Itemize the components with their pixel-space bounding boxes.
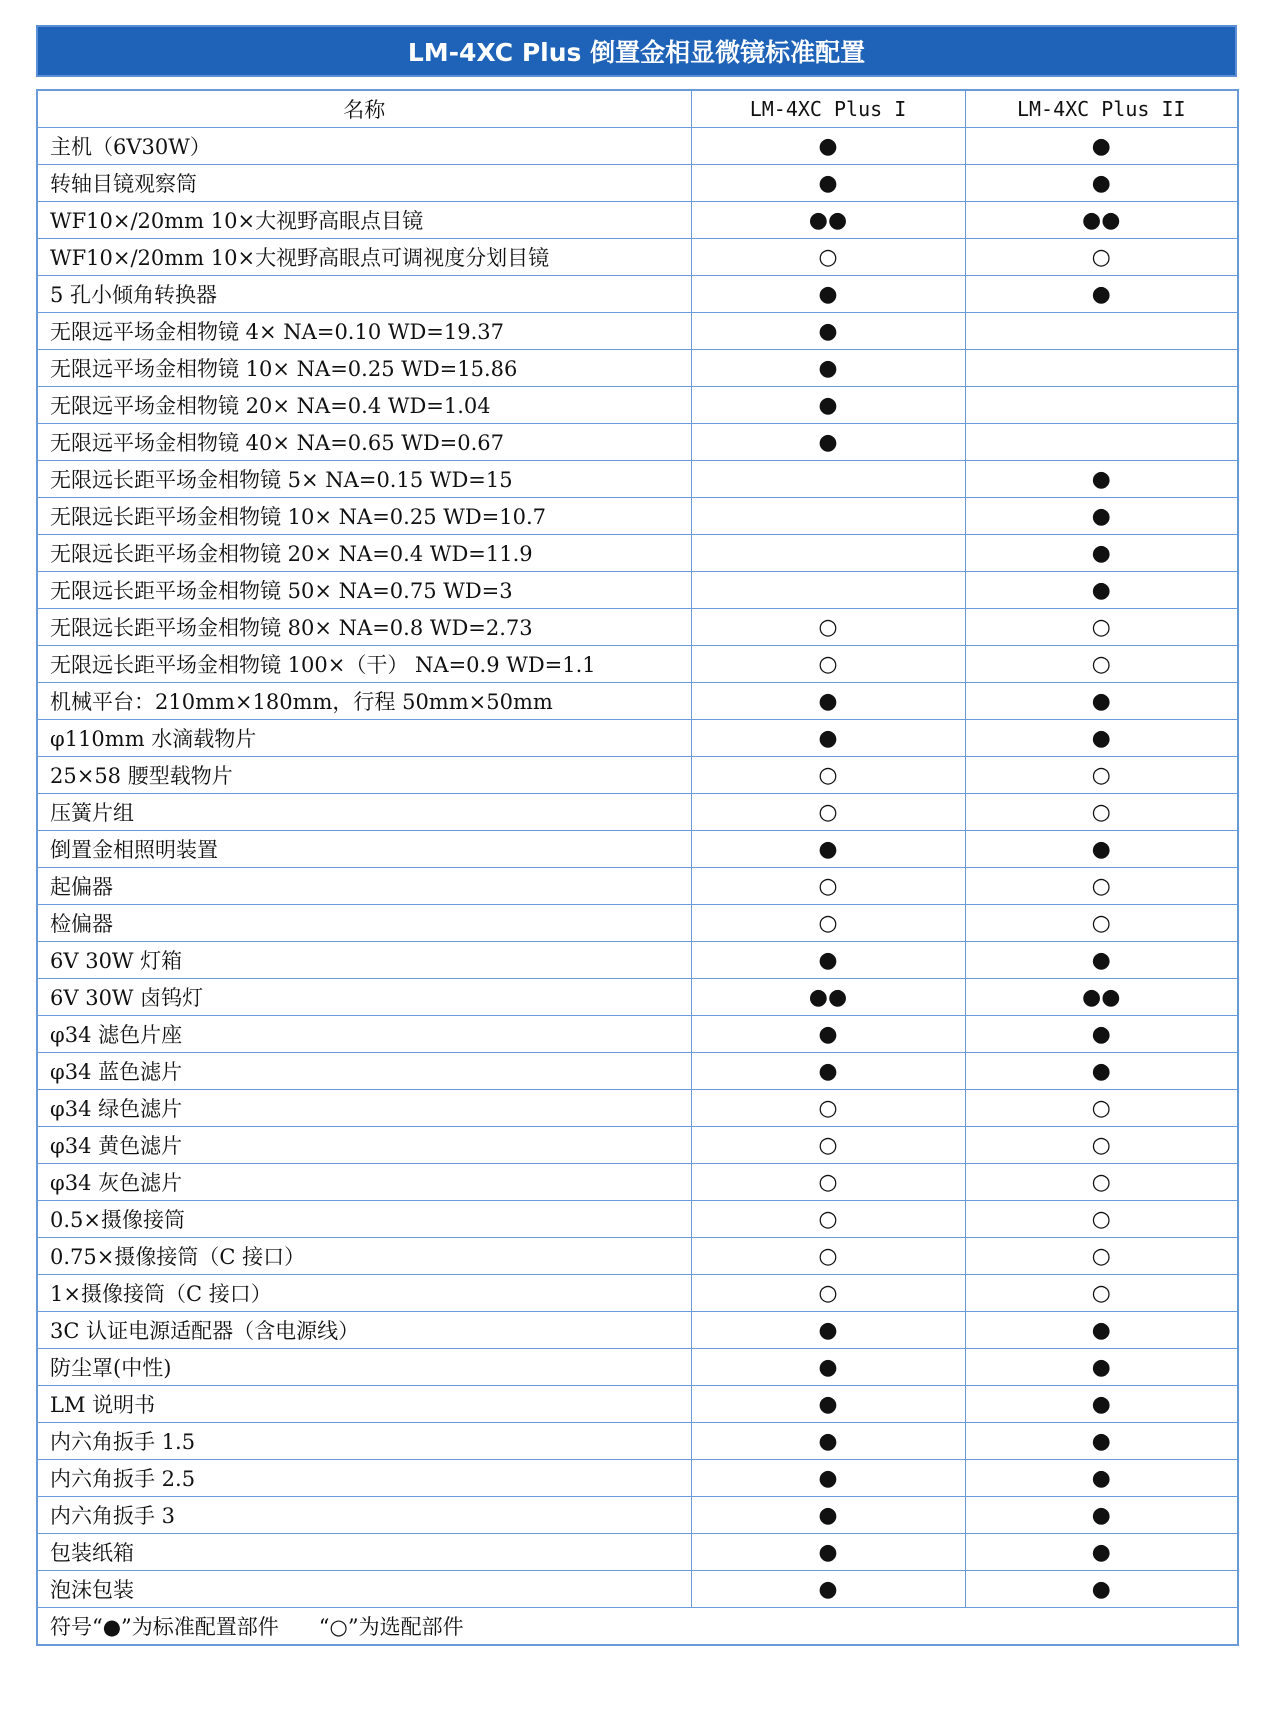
- standard-mark: ●: [818, 133, 838, 159]
- table-row: [37, 1237, 1238, 1274]
- component-name: 无限远平场金相物镜 10× NA=0.25 WD=15.86: [37, 349, 691, 386]
- model-1-config-cell: [691, 978, 965, 1015]
- model-2-config-cell: [965, 682, 1238, 719]
- component-name: 内六角扳手 1.5: [37, 1422, 691, 1459]
- model-1-config-cell: [691, 682, 965, 719]
- table-row: [37, 349, 1238, 386]
- table-row: [37, 571, 1238, 608]
- optional-mark: ○: [1091, 1243, 1111, 1269]
- model-1-config-cell: [691, 867, 965, 904]
- model-2-config-cell: [965, 1052, 1238, 1089]
- standard-mark: ●: [1091, 1391, 1111, 1417]
- component-name: WF10×/20mm 10×大视野高眼点目镜: [37, 201, 691, 238]
- component-name: 无限远长距平场金相物镜 10× NA=0.25 WD=10.7: [37, 497, 691, 534]
- model-2-config-cell: [965, 1274, 1238, 1311]
- model-1-config-cell: [691, 1237, 965, 1274]
- table-row: [37, 1089, 1238, 1126]
- standard-mark: ●: [1091, 1576, 1111, 1602]
- component-name: 5 孔小倾角转换器: [37, 275, 691, 312]
- model-2-config-cell: [965, 1385, 1238, 1422]
- standard-mark: ●: [818, 836, 838, 862]
- model-1-config-cell: [691, 1089, 965, 1126]
- component-name: φ34 蓝色滤片: [37, 1052, 691, 1089]
- table-row: [37, 978, 1238, 1015]
- optional-mark: ○: [1091, 1132, 1111, 1158]
- model-2-config-cell: [965, 941, 1238, 978]
- component-name: 起偏器: [37, 867, 691, 904]
- model-1-config-cell: [691, 164, 965, 201]
- model-2-config-cell: [965, 645, 1238, 682]
- component-name: 转轴目镜观察筒: [37, 164, 691, 201]
- model-2-config-cell: [965, 1533, 1238, 1570]
- standard-mark: ●: [1091, 1317, 1111, 1343]
- model-1-config-cell: [691, 1015, 965, 1052]
- optional-mark: ○: [818, 1243, 838, 1269]
- component-name: φ34 灰色滤片: [37, 1163, 691, 1200]
- component-name: φ110mm 水滴载物片: [37, 719, 691, 756]
- model-2-config-cell: [965, 904, 1238, 941]
- optional-mark: ○: [818, 1169, 838, 1195]
- component-name: φ34 滤色片座: [37, 1015, 691, 1052]
- table-row: [37, 201, 1238, 238]
- optional-mark: ○: [818, 762, 838, 788]
- model-2-config-cell: [965, 1496, 1238, 1533]
- standard-mark: ●: [818, 1428, 838, 1454]
- model-1-config-cell: [691, 830, 965, 867]
- table-row: [37, 127, 1238, 164]
- standard-mark: ●: [1091, 133, 1111, 159]
- component-name: 无限远长距平场金相物镜 5× NA=0.15 WD=15: [37, 460, 691, 497]
- model-2-config-cell: [965, 1200, 1238, 1237]
- table-row: [37, 608, 1238, 645]
- standard-mark: ●: [818, 355, 838, 381]
- standard-mark: ●: [1091, 281, 1111, 307]
- table-row: [37, 423, 1238, 460]
- model-1-config-cell: [691, 1200, 965, 1237]
- optional-mark: ○: [1091, 910, 1111, 936]
- standard-mark: ●: [1091, 688, 1111, 714]
- model-1-config-cell: [691, 201, 965, 238]
- model-2-config-cell: [965, 1348, 1238, 1385]
- optional-mark: ○: [1091, 1280, 1111, 1306]
- standard-mark: ●: [1091, 1502, 1111, 1528]
- standard-mark: ●: [818, 688, 838, 714]
- component-name: 压簧片组: [37, 793, 691, 830]
- model-2-config-cell: [965, 756, 1238, 793]
- table-row: [37, 312, 1238, 349]
- model-2-config-cell: [965, 1126, 1238, 1163]
- standard-mark: ●: [818, 1391, 838, 1417]
- model-1-config-cell: [691, 1348, 965, 1385]
- model-1-config-cell: [691, 719, 965, 756]
- page-title: LM-4XC Plus 倒置金相显微镜标准配置: [36, 25, 1237, 77]
- optional-mark: ○: [818, 1206, 838, 1232]
- table-row: [37, 1385, 1238, 1422]
- standard-mark: ●: [818, 1576, 838, 1602]
- model-1-config-cell: [691, 349, 965, 386]
- standard-mark: ●: [818, 429, 838, 455]
- optional-mark: ○: [1091, 799, 1111, 825]
- optional-mark: ○: [818, 1132, 838, 1158]
- optional-mark: ○: [818, 1095, 838, 1121]
- model-1-config-cell: [691, 312, 965, 349]
- model-2-config-cell: [965, 978, 1238, 1015]
- table-row: [37, 682, 1238, 719]
- standard-mark: ●: [1091, 577, 1111, 603]
- header-model-2: LM-4XC Plus II: [965, 90, 1238, 127]
- model-2-config-cell: [965, 164, 1238, 201]
- component-name: 检偏器: [37, 904, 691, 941]
- model-2-config-cell: [965, 1459, 1238, 1496]
- standard-mark: ●: [818, 725, 838, 751]
- component-name: 6V 30W 灯箱: [37, 941, 691, 978]
- table-row: [37, 645, 1238, 682]
- model-1-config-cell: [691, 1496, 965, 1533]
- component-name: 1×摄像接筒（C 接口）: [37, 1274, 691, 1311]
- model-1-config-cell: [691, 1385, 965, 1422]
- config-sheet: [36, 25, 1237, 1646]
- model-2-config-cell: [965, 497, 1238, 534]
- standard-mark: ●●: [1082, 207, 1121, 233]
- table-row: [37, 386, 1238, 423]
- table-row: [37, 941, 1238, 978]
- table-row: [37, 867, 1238, 904]
- component-name: 防尘罩(中性): [37, 1348, 691, 1385]
- model-2-config-cell: [965, 867, 1238, 904]
- model-1-config-cell: [691, 497, 965, 534]
- model-1-config-cell: [691, 275, 965, 312]
- component-name: 内六角扳手 2.5: [37, 1459, 691, 1496]
- table-row: [37, 1311, 1238, 1348]
- optional-mark: ○: [1091, 1095, 1111, 1121]
- header-row: [37, 90, 1238, 127]
- component-name: 主机（6V30W）: [37, 127, 691, 164]
- legend-optional: “○”为选配部件: [318, 1614, 464, 1639]
- model-2-config-cell: [965, 830, 1238, 867]
- component-name: 无限远平场金相物镜 20× NA=0.4 WD=1.04: [37, 386, 691, 423]
- model-2-config-cell: [965, 719, 1238, 756]
- table-body: [37, 127, 1238, 1607]
- standard-mark: ●: [818, 281, 838, 307]
- table-row: [37, 1459, 1238, 1496]
- model-2-config-cell: [965, 386, 1238, 423]
- model-2-config-cell: [965, 1570, 1238, 1607]
- legend-standard: 符号“●”为标准配置部件: [50, 1614, 279, 1639]
- component-name: 无限远长距平场金相物镜 50× NA=0.75 WD=3: [37, 571, 691, 608]
- model-2-config-cell: [965, 1237, 1238, 1274]
- component-name: 25×58 腰型载物片: [37, 756, 691, 793]
- component-name: 机械平台：210mm×180mm，行程 50mm×50mm: [37, 682, 691, 719]
- component-name: 无限远长距平场金相物镜 80× NA=0.8 WD=2.73: [37, 608, 691, 645]
- table-row: [37, 1348, 1238, 1385]
- component-name: 无限远平场金相物镜 40× NA=0.65 WD=0.67: [37, 423, 691, 460]
- model-2-config-cell: [965, 201, 1238, 238]
- model-1-config-cell: [691, 571, 965, 608]
- model-2-config-cell: [965, 460, 1238, 497]
- standard-mark: ●: [1091, 1539, 1111, 1565]
- model-1-config-cell: [691, 423, 965, 460]
- model-1-config-cell: [691, 904, 965, 941]
- model-1-config-cell: [691, 127, 965, 164]
- table-row: [37, 1126, 1238, 1163]
- optional-mark: ○: [818, 651, 838, 677]
- standard-mark: ●: [1091, 1058, 1111, 1084]
- model-1-config-cell: [691, 1126, 965, 1163]
- standard-mark: ●: [818, 318, 838, 344]
- component-name: 倒置金相照明装置: [37, 830, 691, 867]
- table-row: [37, 1274, 1238, 1311]
- table-row: [37, 275, 1238, 312]
- table-row: [37, 1533, 1238, 1570]
- table-row: [37, 1570, 1238, 1607]
- config-table: [36, 89, 1239, 1646]
- model-1-config-cell: [691, 941, 965, 978]
- component-name: 泡沫包装: [37, 1570, 691, 1607]
- table-row: [37, 1015, 1238, 1052]
- standard-mark: ●: [1091, 503, 1111, 529]
- header-name: 名称: [37, 90, 691, 127]
- optional-mark: ○: [1091, 762, 1111, 788]
- model-2-config-cell: [965, 1422, 1238, 1459]
- model-1-config-cell: [691, 386, 965, 423]
- model-1-config-cell: [691, 756, 965, 793]
- model-1-config-cell: [691, 1422, 965, 1459]
- model-2-config-cell: [965, 312, 1238, 349]
- model-1-config-cell: [691, 1274, 965, 1311]
- table-row: [37, 1200, 1238, 1237]
- table-row: [37, 793, 1238, 830]
- model-2-config-cell: [965, 1163, 1238, 1200]
- standard-mark: ●●: [808, 984, 848, 1010]
- model-1-config-cell: [691, 1459, 965, 1496]
- component-name: 3C 认证电源适配器（含电源线）: [37, 1311, 691, 1348]
- standard-mark: ●: [1091, 540, 1111, 566]
- standard-mark: ●: [1091, 725, 1111, 751]
- model-1-config-cell: [691, 1311, 965, 1348]
- standard-mark: ●: [1091, 836, 1111, 862]
- standard-mark: ●: [818, 1317, 838, 1343]
- model-2-config-cell: [965, 534, 1238, 571]
- model-1-config-cell: [691, 1570, 965, 1607]
- standard-mark: ●●: [808, 207, 848, 233]
- standard-mark: ●: [818, 1465, 838, 1491]
- component-name: 内六角扳手 3: [37, 1496, 691, 1533]
- standard-mark: ●: [1091, 1428, 1111, 1454]
- table-row: [37, 238, 1238, 275]
- model-1-config-cell: [691, 793, 965, 830]
- optional-mark: ○: [1091, 1169, 1111, 1195]
- component-name: φ34 绿色滤片: [37, 1089, 691, 1126]
- model-2-config-cell: [965, 275, 1238, 312]
- header-model-1: LM-4XC Plus I: [691, 90, 965, 127]
- standard-mark: ●: [818, 1354, 838, 1380]
- component-name: 包装纸箱: [37, 1533, 691, 1570]
- component-name: 无限远长距平场金相物镜 20× NA=0.4 WD=11.9: [37, 534, 691, 571]
- legend-cell: [37, 1607, 1238, 1645]
- standard-mark: ●: [818, 1058, 838, 1084]
- table-row: [37, 1163, 1238, 1200]
- table-row: [37, 460, 1238, 497]
- table-row: [37, 534, 1238, 571]
- model-2-config-cell: [965, 423, 1238, 460]
- model-1-config-cell: [691, 460, 965, 497]
- standard-mark: ●: [1091, 170, 1111, 196]
- standard-mark: ●: [1091, 1021, 1111, 1047]
- component-name: WF10×/20mm 10×大视野高眼点可调视度分划目镜: [37, 238, 691, 275]
- standard-mark: ●: [1091, 466, 1111, 492]
- table-row: [37, 1052, 1238, 1089]
- standard-mark: ●: [818, 947, 838, 973]
- table-row: [37, 164, 1238, 201]
- component-name: φ34 黄色滤片: [37, 1126, 691, 1163]
- standard-mark: ●: [1091, 947, 1111, 973]
- table-row: [37, 904, 1238, 941]
- model-2-config-cell: [965, 127, 1238, 164]
- optional-mark: ○: [818, 244, 838, 270]
- table-row: [37, 830, 1238, 867]
- table-row: [37, 497, 1238, 534]
- model-1-config-cell: [691, 608, 965, 645]
- model-2-config-cell: [965, 571, 1238, 608]
- model-1-config-cell: [691, 534, 965, 571]
- standard-mark: ●: [818, 170, 838, 196]
- component-name: 6V 30W 卤钨灯: [37, 978, 691, 1015]
- optional-mark: ○: [818, 873, 838, 899]
- standard-mark: ●: [818, 392, 838, 418]
- table-row: [37, 719, 1238, 756]
- standard-mark: ●: [1091, 1465, 1111, 1491]
- standard-mark: ●●: [1082, 984, 1121, 1010]
- model-2-config-cell: [965, 1311, 1238, 1348]
- component-name: 0.75×摄像接筒（C 接口）: [37, 1237, 691, 1274]
- model-1-config-cell: [691, 1052, 965, 1089]
- component-name: 无限远长距平场金相物镜 100×（干） NA=0.9 WD=1.1: [37, 645, 691, 682]
- standard-mark: ●: [1091, 1354, 1111, 1380]
- model-2-config-cell: [965, 793, 1238, 830]
- model-1-config-cell: [691, 1533, 965, 1570]
- model-1-config-cell: [691, 1163, 965, 1200]
- model-2-config-cell: [965, 608, 1238, 645]
- optional-mark: ○: [1091, 244, 1111, 270]
- optional-mark: ○: [818, 910, 838, 936]
- component-name: 无限远平场金相物镜 4× NA=0.10 WD=19.37: [37, 312, 691, 349]
- standard-mark: ●: [818, 1539, 838, 1565]
- optional-mark: ○: [1091, 651, 1111, 677]
- optional-mark: ○: [1091, 873, 1111, 899]
- optional-mark: ○: [818, 799, 838, 825]
- optional-mark: ○: [1091, 1206, 1111, 1232]
- model-2-config-cell: [965, 1089, 1238, 1126]
- optional-mark: ○: [818, 614, 838, 640]
- model-2-config-cell: [965, 238, 1238, 275]
- table-row: [37, 756, 1238, 793]
- model-1-config-cell: [691, 238, 965, 275]
- component-name: LM 说明书: [37, 1385, 691, 1422]
- table-row: [37, 1422, 1238, 1459]
- standard-mark: ●: [818, 1502, 838, 1528]
- component-name: 0.5×摄像接筒: [37, 1200, 691, 1237]
- optional-mark: ○: [818, 1280, 838, 1306]
- optional-mark: ○: [1091, 614, 1111, 640]
- table-row: [37, 1496, 1238, 1533]
- model-1-config-cell: [691, 645, 965, 682]
- standard-mark: ●: [818, 1021, 838, 1047]
- spacer: [36, 77, 1237, 89]
- model-2-config-cell: [965, 1015, 1238, 1052]
- legend-row: [37, 1607, 1238, 1645]
- model-2-config-cell: [965, 349, 1238, 386]
